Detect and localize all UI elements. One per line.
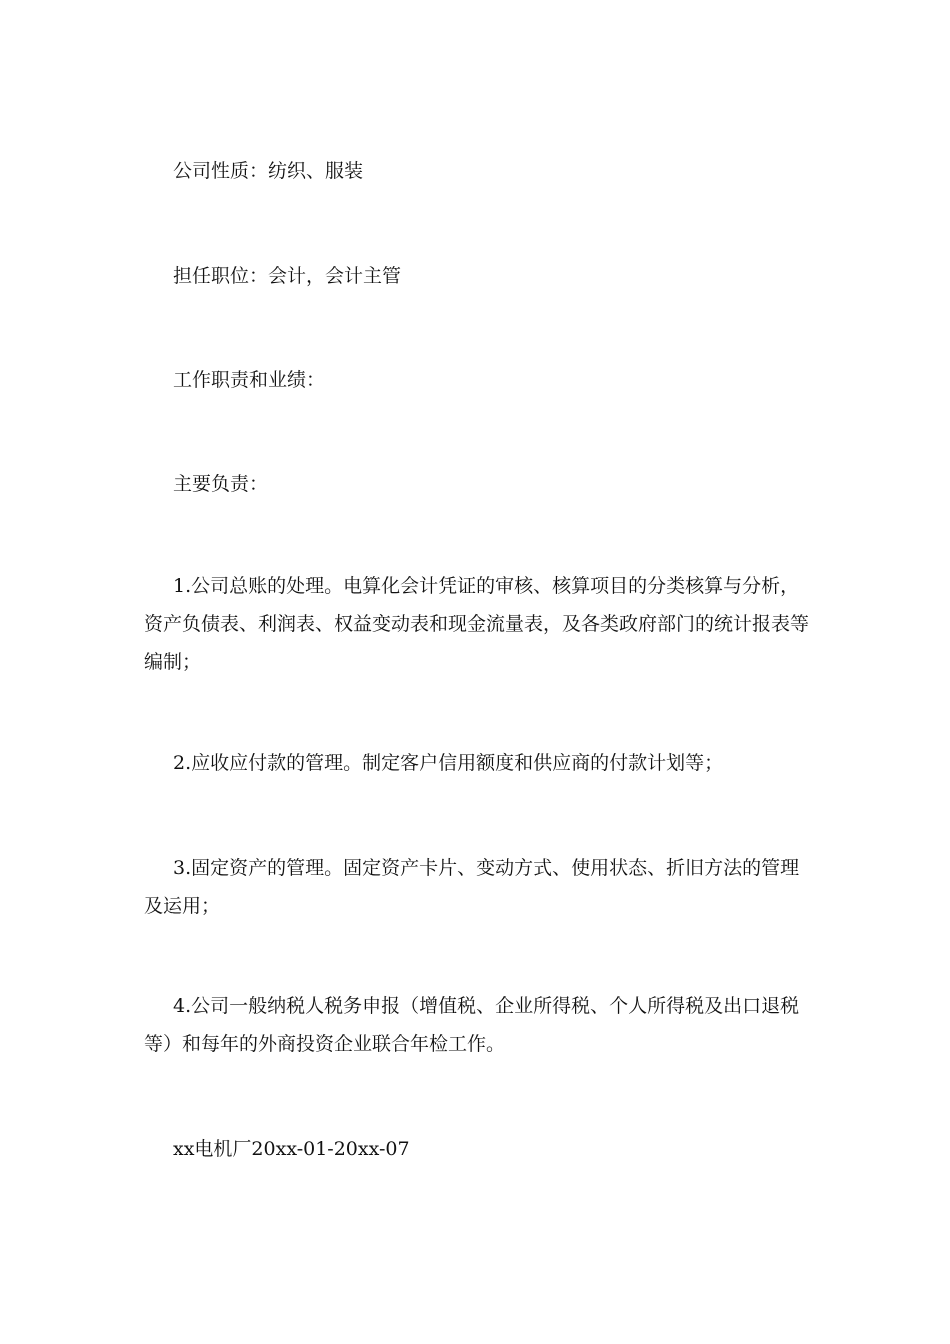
duty-item-2: 2.应收应付款的管理。制定客户信用额度和供应商的付款计划等；	[173, 752, 724, 774]
position-line: 担任职位：会计，会计主管	[173, 265, 402, 287]
duty-item-4: 4.公司一般纳税人税务申报（增值税、企业所得税、个人所得税及出口退税等）和每年的外商投资企业联合年检工作。	[144, 995, 800, 1055]
employer-period-line: xx电机厂20xx-01-20xx-07	[173, 1138, 410, 1160]
duty-item-3: 3.固定资产的管理。固定资产卡片、变动方式、使用状态、折旧方法的管理及运用；	[144, 857, 800, 917]
duties-heading: 工作职责和业绩：	[173, 369, 326, 391]
company-nature-line: 公司性质：纺织、服装	[173, 160, 364, 182]
main-responsibilities-heading: 主要负责：	[173, 473, 269, 495]
duty-item-1: 1.公司总账的处理。电算化会计凭证的审核、核算项目的分类核算与分析，资产负债表、利润表、权益变动表和现金流量表，及各类政府部门的统计报表等编制；	[144, 575, 810, 673]
